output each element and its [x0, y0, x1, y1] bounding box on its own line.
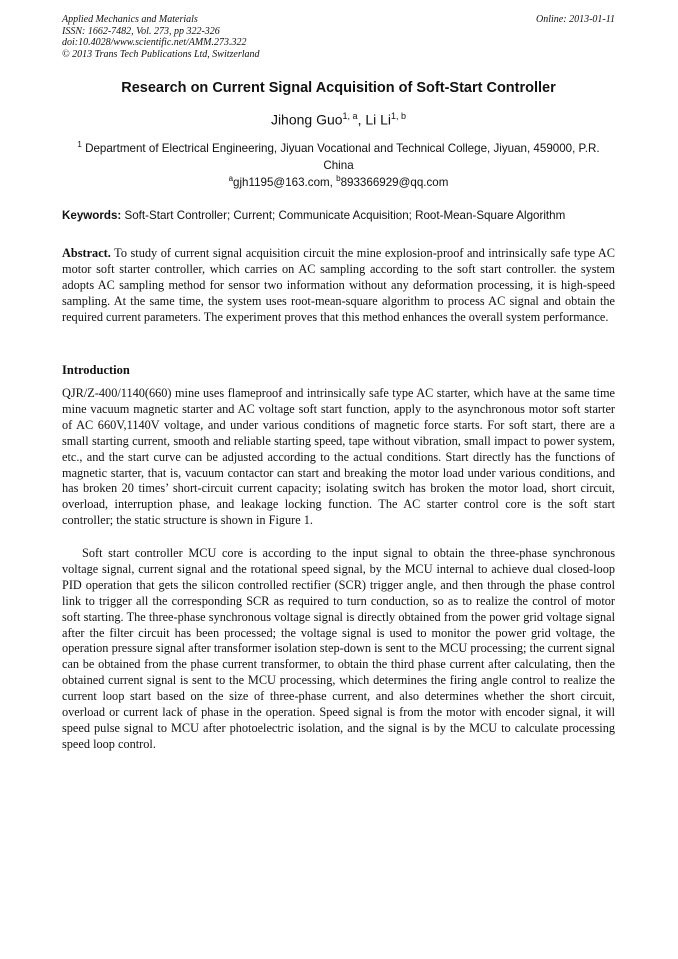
- author-name: Li Li: [365, 111, 392, 128]
- author-name: Jihong Guo: [270, 111, 343, 128]
- journal-header: [62, 14, 615, 60]
- abstract-label: Abstract.: [62, 246, 111, 260]
- journal-name: Applied Mechanics and Materials: [62, 14, 198, 25]
- email-mark: a: [228, 174, 234, 183]
- abstract-text: To study of current signal acquisition circuit the mine explosion-proof and intrinsically safe type AC motor soft starter controller, which carries on AC sampling according to the soft start controller. the system adopts AC sampling method for sensor two information without any deformation processing, it is high-speed sampling. At the same time, the system uses root-mean-square algorithm to process AC signal and obtain the required current parameters. The experiment proves that this method enhances the overall system performance.: [62, 246, 615, 324]
- keywords-text: Soft-Start Controller; Current; Communicate Acquisition; Root-Mean-Square Algorithm: [121, 209, 566, 222]
- email-line: [62, 174, 615, 189]
- author-separator: ,: [357, 111, 366, 128]
- abstract: [62, 246, 615, 326]
- section-heading: Introduction: [62, 363, 130, 377]
- keywords-label: Keywords:: [62, 209, 122, 222]
- affiliation: [62, 136, 615, 174]
- paper-title: Research on Current Signal Acquisition of Soft-Start Controller: [121, 80, 556, 96]
- paragraph: QJR/Z-400/1140(660) mine uses flameproof and intrinsically safe type AC starter, which have at the same time mine vacuum magnetic starter and AC voltage soft start function, apply to the asynchronous motor soft starter of AC 660V,1140V voltage, and under various conditions of magnetic force starts. For soft start, there are a small starting current, smooth and reliable starting speed, tape without vibration, small impact to power system, etc., and the start curve can be adjusted according to the actual conditions. Start directly has the functions of magnetic starter, that is, vacuum contactor can start and breaking the motor load under various conditions, and has broken 20 times’ short-circuit current capacity; isolating switch has broken the motor load, short circuit, overload, interruption phase, and leakage locking function. The AC starter control core is the soft start controller; the static structure is shown in Figure 1.: [62, 386, 615, 528]
- journal-copyright: © 2013 Trans Tech Publications Ltd, Switzerland: [62, 48, 260, 60]
- email-mark: b: [336, 174, 341, 183]
- keywords: [62, 209, 622, 222]
- journal-issn: ISSN: 1662-7482, Vol. 273, pp 322-326: [62, 25, 220, 37]
- author-affil-mark: 1, a: [342, 111, 358, 121]
- author-line: [62, 111, 615, 128]
- paragraph: Soft start controller MCU core is according to the input signal to obtain the three-phase synchronous voltage signal, current signal and the rotational speed signal, by the MCU internal to achieve dual closed-loop PID operation that gets the silicon controlled rectifier (SCR) trigger angle, and then through the phase control link to trigger all the corresponding SCR as required to turn conduction, so as to realize the control of motor soft starting. The three-phase synchronous voltage signal is directly obtained from the power grid voltage signal after the filter circuit has been processed; the voltage signal is used to monitor the power grid voltage, the operation pressure signal after transformer isolation step-down is sent to the MCU processing; the current signal can be obtained from the phase current transformer, to obtain the third phase current after calculating, then the obtained current signal is sent to the MCU processing, which determines the firing angle control to realize the current loop start based on the size of three-phase current, and also determines whether the short circuit, overload or current lack of phase in the operation. Speed signal is from the motor with encoder signal, it will speed pulse signal to MCU after photoelectric isolation, and the signal is by the MCU to calculate processing speed loop control.: [62, 546, 615, 751]
- author-email: 893366929@qq.com: [340, 175, 449, 189]
- author-email: gjh1195@163.com,: [233, 175, 337, 189]
- journal-doi: doi:10.4028/www.scientific.net/AMM.273.322: [62, 37, 247, 48]
- affil-mark: 1: [77, 140, 82, 149]
- author-affil-mark: 1, b: [391, 111, 407, 121]
- affil-text: Department of Electrical Engineering, Jiyuan Vocational and Technical College, Jiyuan, 459000, P.R. China: [85, 141, 600, 172]
- online-date: Online: 2013-01-11: [536, 14, 615, 25]
